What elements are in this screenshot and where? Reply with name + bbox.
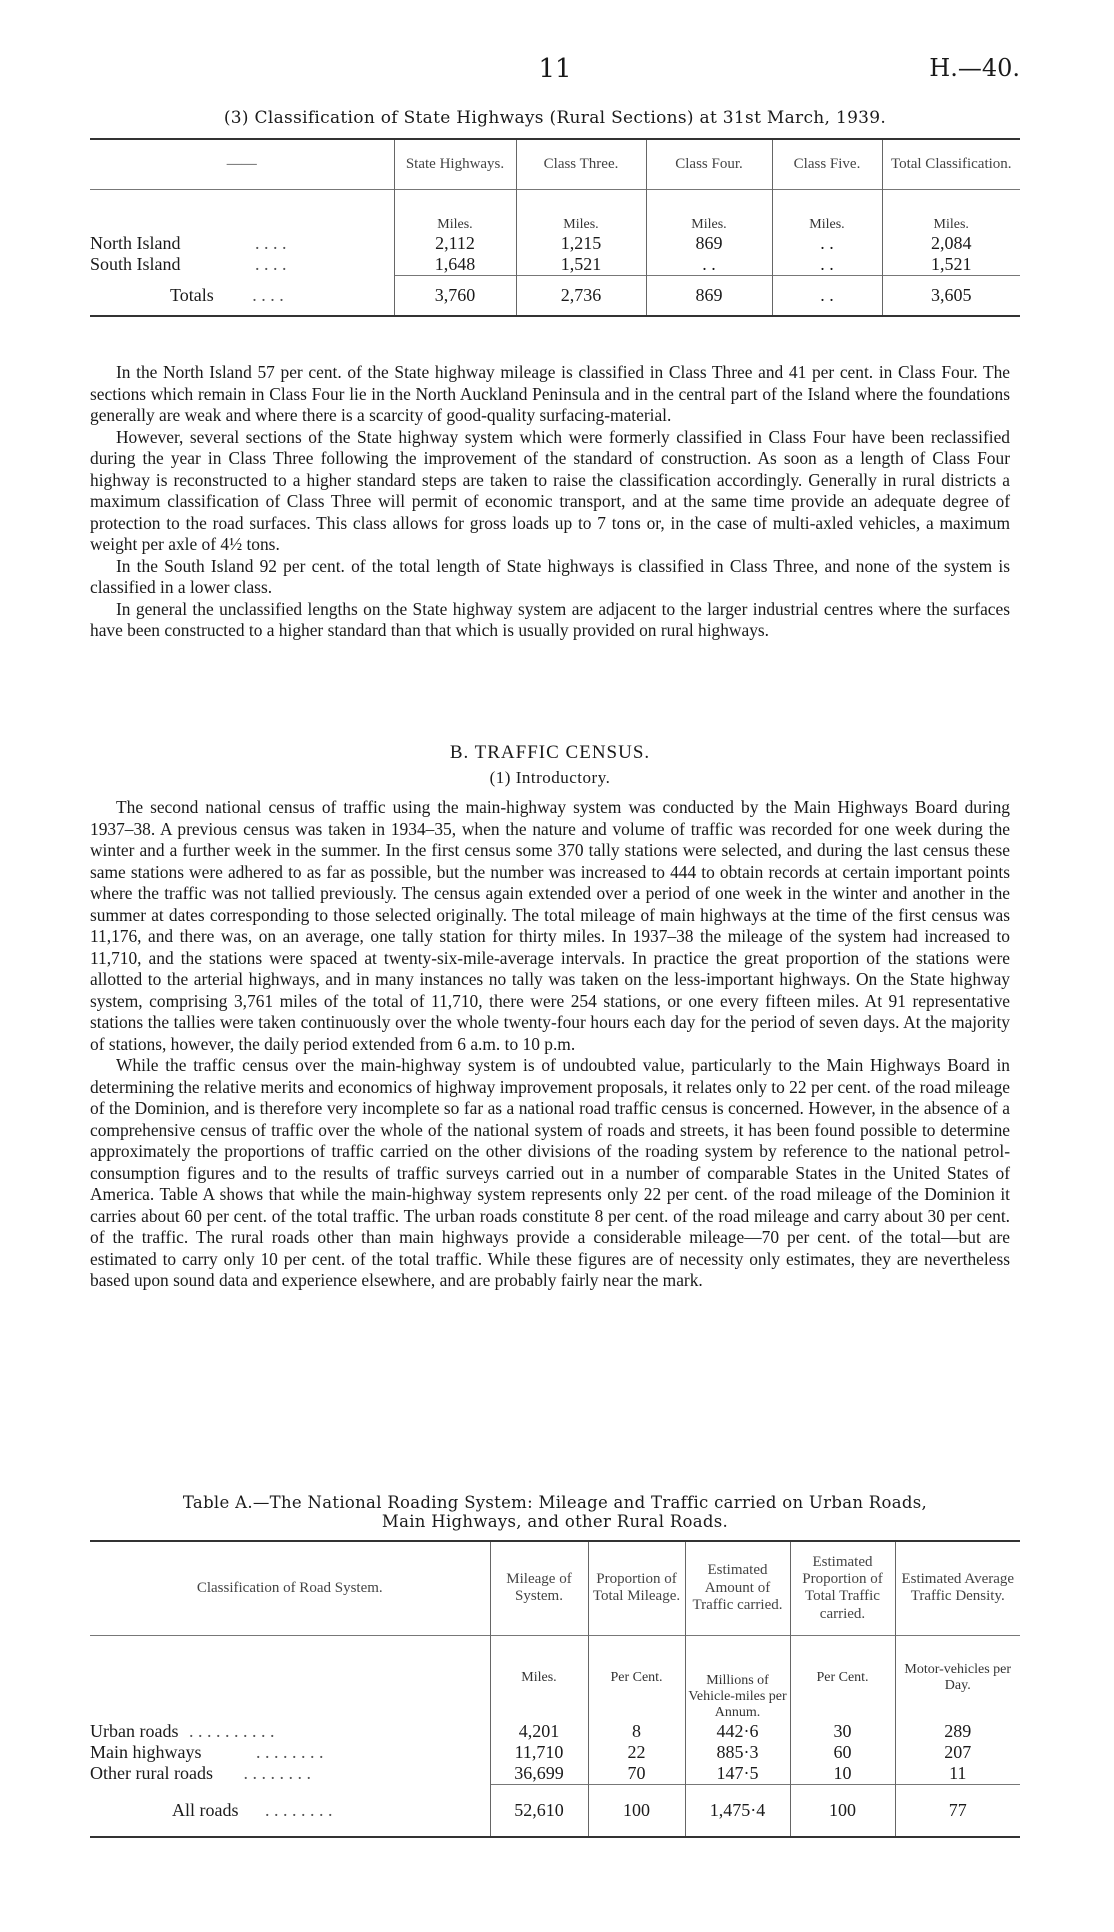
- row-label: All roads: [172, 1799, 239, 1820]
- table-cell: 70: [588, 1763, 685, 1785]
- row-label-cell: [90, 233, 394, 254]
- tableA-caption-line2: Main Highways, and other Rural Roads.: [381, 1512, 729, 1531]
- table-cell: 442·6: [685, 1721, 790, 1742]
- tableA-caption: [90, 1493, 1020, 1531]
- paragraph: While the traffic census over the main-highway system is of undoubted value, particularly to the Main Highways Board in determining the relative merits and economics of highway improvement proposals, it relates only to 22 per cent. of the road mileage of the Dominion, and is therefore very incomplete so far as a national road traffic census is concerned. However, in the absence of a comprehensive census of traffic over the whole of the national system of roads and streets, it has been found possible to determine approximately the proportions of traffic carried on the other divisions of the roading system by reference to the national petrol-consumption figures and to the results of traffic surveys carried out in a number of comparable States in the United States of America. Table A shows that while the main-highway system represents only 22 per cent. of the road mileage of the Dominion it carries about 60 per cent. of the total traffic. The urban roads constitute 8 per cent. of the road mileage and carry about 30 per cent. of the traffic. The rural roads other than main highways provide a considerable mileage—70 per cent. of the total—but are estimated to carry only 10 per cent. of the total traffic. While these figures are of necessity only estimates, they are nevertheless based upon sound data and experience elsewhere, and are probably fairly near the mark.: [90, 1055, 1010, 1290]
- table-cell: 52,610: [490, 1785, 588, 1837]
- table-header-row: [90, 139, 1020, 189]
- row-label-cell: [90, 1742, 490, 1763]
- column-header: Class Four.: [646, 139, 772, 189]
- page-number: 11: [538, 54, 572, 84]
- column-header: Estimated Proportion of Total Traffic carried.: [790, 1541, 895, 1635]
- column-header: Mileage of System.: [490, 1541, 588, 1635]
- unit-label: Motor-vehicles per Day.: [895, 1635, 1020, 1721]
- body-text-section-b: [90, 797, 1010, 1292]
- leader-dots: . . . .: [255, 254, 287, 275]
- table-cell: 869: [646, 276, 772, 316]
- row-label: Main highways: [90, 1742, 202, 1762]
- paragraph: The second national census of traffic using the main-highway system was conducted by the Main Highways Board during 1937–38. A previous census was taken in 1934–35, when the nature and volume of traffic was recorded for one week during the winter and a further week in the summer. In the first census some 370 tally stations were selected, and during the last census these same stations were adhered to as far as possible, but the number was increased to 444 to obtain records at certain important points where the traffic was not tallied previously. The census again extended over a period of one week in the winter and another in the summer at dates corresponding to those selected originally. The total mileage of main highways at the time of the first census was 11,176, and there was, on an average, one tally station for thirty miles. In 1937–38 the mileage of the system had increased to 11,710, and the stations were spaced at twenty-six-mile-average intervals. In practice the great proportion of the stations were allotted to the arterial highways, and in many instances no tally was taken on the less-important highways. On the State highway system, comprising 3,761 miles of the total of 11,710, there were 254 stations, or one every fifteen miles. At 91 representative stations the tallies were taken continuously over the whole twenty-four hours each day for the period of seven days. At the majority of stations, however, the daily period extended from 6 a.m. to 10 p.m.: [90, 797, 1010, 1054]
- row-label: Urban roads: [90, 1721, 179, 1741]
- table-cell: 60: [790, 1742, 895, 1763]
- column-header: ——: [226, 155, 257, 172]
- page-header: [90, 54, 1020, 86]
- leader-dots: . . . . . . . .: [243, 1763, 311, 1784]
- totals-row: [90, 1785, 1020, 1837]
- tableA-caption-line1: Table A.—The National Roading System: Mileage and Traffic carried on Urban Roads,: [182, 1493, 928, 1512]
- table-cell: . .: [772, 254, 882, 276]
- row-label-cell: [90, 1763, 490, 1785]
- unit-label: Per Cent.: [588, 1635, 685, 1721]
- section-heading: B. TRAFFIC CENSUS.: [449, 742, 651, 763]
- paragraph: However, several sections of the State highway system which were formerly classified in Class Four have been reclassified during the year in Class Three following the improvement of the standard of construction. As soon as a length of Class Four highway is reconstructed to a higher standard steps are taken to raise the classification accordingly. Generally in rural districts a maximum classification of Class Three will permit of economic transport, and at the same time provide an adequate degree of protection to the road surfaces. This class allows for gross loads up to 7 tons or, in the case of multi-axled vehicles, a maximum weight per axle of 4½ tons.: [90, 426, 1010, 554]
- table-cell: 147·5: [685, 1763, 790, 1785]
- table-row: [90, 1742, 1020, 1763]
- leader-dots: . . . .: [252, 284, 284, 305]
- table-header-row: [90, 1541, 1020, 1635]
- column-header: Class Three.: [516, 139, 646, 189]
- classification-table: [90, 138, 1020, 317]
- totals-row: [90, 276, 1020, 316]
- leader-dots: . . . . . . . .: [265, 1799, 333, 1820]
- table-cell: 4,201: [490, 1721, 588, 1742]
- table-cell: 2,736: [516, 276, 646, 316]
- row-label: South Island: [90, 254, 181, 275]
- table-cell: 100: [790, 1785, 895, 1837]
- table-cell: 22: [588, 1742, 685, 1763]
- national-roading-table: [90, 1540, 1020, 1838]
- table-cell: 289: [895, 1721, 1020, 1742]
- row-label-cell: [90, 276, 394, 316]
- table-row: [90, 1763, 1020, 1785]
- row-label: Other rural roads: [90, 1763, 213, 1784]
- row-label-cell: [90, 1721, 490, 1742]
- paragraph: In the North Island 57 per cent. of the State highway mileage is classified in Class Three and 41 per cent. in Class Four. The sections which remain in Class Four lie in the North Auckland Peninsula and in the central part of the Island where the foundations generally are weak and where there is a scarcity of good-quality surfacing-material.: [90, 362, 1010, 425]
- column-header: Class Five.: [772, 139, 882, 189]
- column-header: State Highways.: [394, 139, 516, 189]
- table-row: [90, 233, 1020, 254]
- table-cell: . .: [772, 233, 882, 254]
- table-cell: 100: [588, 1785, 685, 1837]
- table-cell: 8: [588, 1721, 685, 1742]
- table-cell: 2,084: [882, 233, 1020, 254]
- leader-dots: . . . . . . . . . .: [188, 1721, 275, 1741]
- paragraph: In the South Island 92 per cent. of the total length of State highways is classified in Class Three, and none of the system is classified in a lower class.: [90, 555, 1010, 597]
- row-label-cell: [90, 1785, 490, 1837]
- table-cell: 1,521: [516, 254, 646, 276]
- table-cell: 2,112: [394, 233, 516, 254]
- table-cell: 30: [790, 1721, 895, 1742]
- column-header: Estimated Average Traffic Density.: [895, 1541, 1020, 1635]
- table-cell: 3,760: [394, 276, 516, 316]
- table-cell: 77: [895, 1785, 1020, 1837]
- table-cell: 207: [895, 1742, 1020, 1763]
- unit-label: Per Cent.: [790, 1635, 895, 1721]
- unit-label: Miles.: [646, 189, 772, 233]
- leader-dots: . . . . . . . .: [256, 1742, 324, 1762]
- unit-label: Miles.: [516, 189, 646, 233]
- unit-label: Miles.: [490, 1635, 588, 1721]
- table-cell: 10: [790, 1763, 895, 1785]
- unit-row: [90, 189, 1020, 233]
- table-row: [90, 1721, 1020, 1742]
- table-cell: 1,215: [516, 233, 646, 254]
- column-header: Estimated Amount of Traffic carried.: [685, 1541, 790, 1635]
- column-header: Classification of Road System.: [196, 1579, 383, 1596]
- table-cell: 869: [646, 233, 772, 254]
- paragraph: In general the unclassified lengths on the State highway system are adjacent to the larger industrial centres where the surfaces have been constructed to a higher standard than that which is usually provided on rural highways.: [90, 598, 1010, 640]
- table-cell: . .: [646, 254, 772, 276]
- table-cell: 1,475·4: [685, 1785, 790, 1837]
- table-row: [90, 254, 1020, 276]
- unit-label: Miles.: [394, 189, 516, 233]
- row-label: North Island: [90, 233, 181, 253]
- table-cell: 11,710: [490, 1742, 588, 1763]
- table-cell: 1,648: [394, 254, 516, 276]
- unit-label: Miles.: [882, 189, 1020, 233]
- table-cell: 3,605: [882, 276, 1020, 316]
- table-cell: 885·3: [685, 1742, 790, 1763]
- unit-row: [90, 1635, 1020, 1721]
- table-cell: . .: [772, 276, 882, 316]
- column-header: Total Classification.: [882, 139, 1020, 189]
- table-cell: 11: [895, 1763, 1020, 1785]
- document-reference: H.—40.: [929, 54, 1020, 82]
- row-label: Totals: [170, 284, 214, 305]
- body-text-section-a: [90, 362, 1010, 642]
- column-header: Proportion of Total Mileage.: [588, 1541, 685, 1635]
- table-cell: 36,699: [490, 1763, 588, 1785]
- unit-label: Miles.: [772, 189, 882, 233]
- subsection-heading: (1) Introductory.: [489, 768, 611, 787]
- table3-caption: (3) Classification of State Highways (Rural Sections) at 31st March, 1939.: [223, 108, 887, 128]
- unit-label: Millions of Vehicle-miles per Annum.: [685, 1635, 790, 1721]
- table-cell: 1,521: [882, 254, 1020, 276]
- leader-dots: . . . .: [254, 233, 287, 253]
- row-label-cell: [90, 254, 394, 276]
